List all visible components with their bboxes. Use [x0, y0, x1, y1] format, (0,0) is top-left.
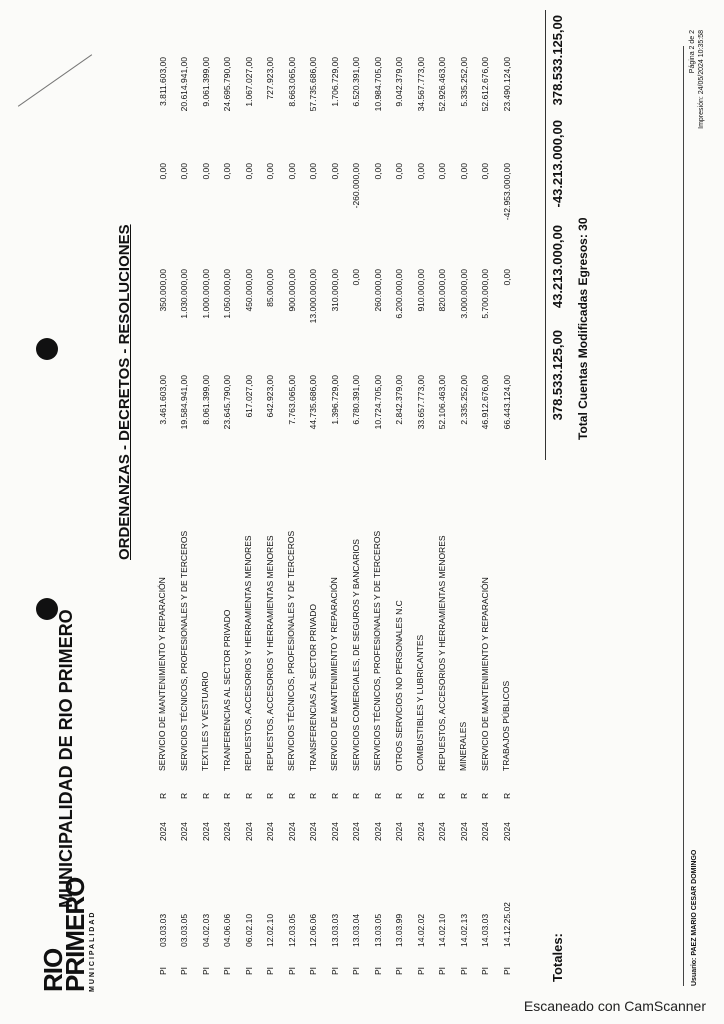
credit-cell: 19.584.941,00 [179, 375, 190, 430]
description-cell: SERVICIOS TÉCNICOS, PROFESIONALES Y DE TERCEROS [286, 530, 297, 771]
year-cell: 2024 [480, 822, 491, 841]
increase-cell: 5.700.000,00 [480, 269, 491, 319]
increase-cell: 260.000,00 [372, 269, 383, 312]
credit-cell: 46.912.676,00 [480, 375, 491, 430]
credit-cell: 2.842.379,00 [394, 375, 405, 425]
account-code-cell: 03.03.03 [157, 913, 168, 947]
credit-cell: 44.735.686,00 [308, 375, 319, 430]
increase-cell: 900.000,00 [286, 269, 297, 312]
description-cell: SERVICIO DE MANTENIMIENTO Y REPARACIÓN [329, 577, 340, 771]
type-cell: PI [243, 966, 254, 975]
decrease-cell: 0,00 [243, 163, 254, 180]
type-cell: PI [351, 966, 362, 975]
year-cell: 2024 [286, 822, 297, 841]
year-cell: 2024 [308, 822, 319, 841]
type-r-cell: R [480, 792, 491, 799]
decrease-cell: 0,00 [286, 163, 297, 180]
type-r-cell: R [200, 792, 211, 799]
type-cell: PI [480, 966, 491, 975]
totals-rule [545, 10, 546, 460]
decrease-cell: 0,00 [480, 163, 491, 180]
scanner-watermark: Escaneado con CamScanner [523, 998, 706, 1014]
footer-page-info [688, 30, 706, 129]
type-r-cell: R [308, 792, 319, 799]
increase-cell: 13.000.000,00 [308, 269, 319, 324]
decrease-cell: 0,00 [179, 163, 190, 180]
type-cell: PI [329, 966, 340, 975]
final-cell: 6.520.391,00 [351, 57, 362, 107]
type-cell: PI [372, 966, 383, 975]
page-number: Página 2 de 2 [689, 30, 696, 74]
type-r-cell: R [394, 792, 405, 799]
year-cell: 2024 [372, 822, 383, 841]
account-code-cell: 13.03.05 [372, 913, 383, 947]
account-code-cell: 13.03.04 [351, 913, 362, 947]
description-cell: OTROS SERVICIOS NO PERSONALES N.C [393, 600, 404, 771]
table-row [195, 54, 217, 978]
decrease-cell: 0,00 [415, 163, 426, 180]
description-cell: SERVICIOS COMERCIALES, DE SEGUROS Y BANCARIOS [350, 539, 361, 771]
description-cell: REPUESTOS, ACCESORIOS Y HERRAMIENTAS MENORES [243, 535, 254, 771]
table-row [217, 54, 239, 978]
final-cell: 3.811.603,00 [157, 57, 168, 106]
account-code-cell: 12.06.06 [308, 913, 319, 947]
table-row [303, 54, 325, 978]
table-row [260, 54, 282, 978]
decrease-cell: 0,00 [157, 163, 168, 180]
decrease-cell: -260.000,00 [351, 163, 362, 209]
table-row [367, 54, 389, 978]
decrease-cell: 0,00 [308, 163, 319, 180]
final-cell: 52.926.463,00 [437, 57, 448, 112]
description-cell: MINERALES [458, 721, 469, 771]
credit-cell: 6.780.391,00 [351, 375, 362, 425]
description-cell: REPUESTOS, ACCESORIOS Y HERRAMIENTAS MENORES [436, 535, 447, 771]
final-cell: 34.567.773,00 [415, 57, 426, 112]
account-code-cell: 14.02.10 [437, 913, 448, 947]
credit-cell: 7.763.065,00 [286, 375, 297, 425]
decrease-cell: 0,00 [222, 163, 233, 180]
type-cell: PI [415, 966, 426, 975]
increase-cell: 0,00 [501, 269, 512, 286]
table-row [496, 54, 518, 978]
modified-accounts-count: Total Cuentas Modificadas Egresos: 30 [576, 217, 590, 440]
account-code-cell: 13.03.03 [329, 913, 340, 947]
increase-cell: 1.000.000,00 [200, 269, 211, 319]
credit-cell: 33.657.773,00 [415, 375, 426, 430]
type-cell: PI [179, 966, 190, 975]
type-cell: PI [200, 966, 211, 975]
year-cell: 2024 [415, 822, 426, 841]
table-row [174, 54, 196, 978]
account-code-cell: 06.02.10 [243, 913, 254, 947]
final-cell: 20.614.941,00 [179, 57, 190, 112]
credit-cell: 23.645.790,00 [222, 375, 233, 430]
accounts-table [152, 54, 518, 978]
year-cell: 2024 [179, 822, 190, 841]
type-r-cell: R [372, 792, 383, 799]
total-value: -43.213.000,00 [550, 120, 565, 208]
decrease-cell: 0,00 [458, 163, 469, 180]
credit-cell: 642.923,00 [265, 375, 276, 418]
final-cell: 5.335.252,00 [458, 57, 469, 107]
decrease-cell: 0,00 [329, 163, 340, 180]
total-value: 43.213.000,00 [550, 225, 565, 309]
account-code-cell: 04.02.03 [200, 913, 211, 947]
decrease-cell: -42.953.000,00 [501, 163, 512, 221]
year-cell: 2024 [351, 822, 362, 841]
final-cell: 10.984.705,00 [372, 57, 383, 112]
credit-cell: 10.724.705,00 [372, 375, 383, 430]
institution-title: MUNICIPALIDAD DE RIO PRIMERO [56, 609, 76, 908]
increase-cell: 3.000.000,00 [458, 269, 469, 319]
type-r-cell: R [329, 792, 340, 799]
type-cell: PI [394, 966, 405, 975]
type-r-cell: R [265, 792, 276, 799]
year-cell: 2024 [458, 822, 469, 841]
description-cell: SERVICIO DE MANTENIMIENTO Y REPARACIÓN [157, 577, 168, 771]
decrease-cell: 0,00 [437, 163, 448, 180]
type-cell: PI [157, 966, 168, 975]
year-cell: 2024 [394, 822, 405, 841]
total-value: 378.533.125,00 [550, 330, 565, 421]
credit-cell: 66.443.124,00 [501, 375, 512, 430]
account-code-cell: 13.03.99 [394, 913, 405, 947]
increase-cell: 0,00 [351, 269, 362, 286]
description-cell: REPUESTOS, ACCESORIOS Y HERRAMIENTAS MENORES [264, 535, 275, 771]
type-cell: PI [286, 966, 297, 975]
description-cell: TRANFERENCIAS AL SECTOR PRIVADO [221, 609, 232, 771]
description-cell: TEXTILES Y VESTUARIO [200, 671, 211, 771]
increase-cell: 1.050.000,00 [222, 269, 233, 319]
type-r-cell: R [179, 792, 190, 799]
decrease-cell: 0,00 [200, 163, 211, 180]
final-cell: 8.663.065,00 [286, 57, 297, 107]
type-cell: PI [265, 966, 276, 975]
final-cell: 1.706.729,00 [329, 57, 340, 107]
year-cell: 2024 [265, 822, 276, 841]
table-row [152, 54, 174, 978]
type-r-cell: R [501, 792, 512, 799]
type-cell: PI [458, 966, 469, 975]
type-r-cell: R [286, 792, 297, 799]
punch-hole [36, 338, 58, 360]
type-cell: PI [222, 966, 233, 975]
totals-label: Totales: [550, 933, 565, 982]
type-r-cell: R [437, 792, 448, 799]
increase-cell: 1.030.000,00 [179, 269, 190, 319]
total-value: 378.533.125,00 [550, 15, 565, 106]
credit-cell: 2.335.252,00 [458, 375, 469, 425]
table-row [238, 54, 260, 978]
type-cell: PI [308, 966, 319, 975]
decrease-cell: 0,00 [265, 163, 276, 180]
final-cell: 23.490.124,00 [501, 57, 512, 112]
type-cell: PI [501, 966, 512, 975]
table-row [324, 54, 346, 978]
credit-cell: 617.027,00 [243, 375, 254, 418]
description-cell: SERVICIO DE MANTENIMIENTO Y REPARACIÓN [479, 577, 490, 771]
year-cell: 2024 [222, 822, 233, 841]
section-title: ORDENANZAS - DECRETOS - RESOLUCIONES [116, 224, 133, 560]
table-row [281, 54, 303, 978]
final-cell: 9.042.379,00 [394, 57, 405, 107]
increase-cell: 85.000,00 [265, 269, 276, 307]
year-cell: 2024 [437, 822, 448, 841]
final-cell: 24.695.790,00 [222, 57, 233, 112]
description-cell: TRABAJOS PÚBLICOS [501, 680, 512, 771]
table-row [389, 54, 411, 978]
account-code-cell: 12.03.05 [286, 913, 297, 947]
year-cell: 2024 [329, 822, 340, 841]
rotated-document [28, 0, 708, 1000]
increase-cell: 310.000,00 [329, 269, 340, 312]
type-r-cell: R [222, 792, 233, 799]
account-code-cell: 14.03.03 [480, 913, 491, 947]
account-code-cell: 14.02.02 [415, 913, 426, 947]
credit-cell: 1.396.729,00 [329, 375, 340, 425]
footer-user: Usuario: PAEZ MARIO CESAR DOMINGO [691, 849, 698, 986]
type-r-cell: R [157, 792, 168, 799]
table-row [453, 54, 475, 978]
final-cell: 9.061.399,00 [200, 57, 211, 107]
account-code-cell: 03.03.05 [179, 913, 190, 947]
description-cell: SERVICIOS TÉCNICOS, PROFESIONALES Y DE TERCEROS [372, 530, 383, 771]
year-cell: 2024 [200, 822, 211, 841]
type-r-cell: R [351, 792, 362, 799]
account-code-cell: 12.02.10 [265, 913, 276, 947]
year-cell: 2024 [243, 822, 254, 841]
final-cell: 1.067.027,00 [243, 57, 254, 107]
increase-cell: 450.000,00 [243, 269, 254, 312]
municipality-logo: RIO PRIMERO MUNICIPALIDAD [38, 877, 97, 992]
final-cell: 52.612.676,00 [480, 57, 491, 112]
final-cell: 727.923,00 [265, 57, 276, 100]
type-r-cell: R [458, 792, 469, 799]
account-code-cell: 14.12.25.02 [501, 902, 512, 947]
increase-cell: 910.000,00 [415, 269, 426, 312]
final-cell: 57.735.686,00 [308, 57, 319, 112]
table-row [432, 54, 454, 978]
year-cell: 2024 [157, 822, 168, 841]
increase-cell: 6.200.000,00 [394, 269, 405, 319]
table-row [475, 54, 497, 978]
credit-cell: 52.106.463,00 [437, 375, 448, 430]
print-timestamp: Impresión: 24/05/2024 10:35:58 [698, 30, 705, 129]
type-r-cell: R [415, 792, 426, 799]
account-code-cell: 04.06.06 [222, 913, 233, 947]
table-row [410, 54, 432, 978]
description-cell: COMBUSTIBLES Y LUBRICANTES [415, 634, 426, 771]
type-r-cell: R [243, 792, 254, 799]
punch-hole [36, 598, 58, 620]
credit-cell: 3.461.603,00 [157, 375, 168, 425]
decrease-cell: 0,00 [394, 163, 405, 180]
account-code-cell: 14.02.13 [458, 913, 469, 947]
year-cell: 2024 [501, 822, 512, 841]
table-row [346, 54, 368, 978]
type-cell: PI [437, 966, 448, 975]
description-cell: SERVICIOS TÉCNICOS, PROFESIONALES Y DE TERCEROS [178, 530, 189, 771]
increase-cell: 350.000,00 [157, 269, 168, 312]
footer-rule [683, 46, 684, 986]
credit-cell: 8.061.399,00 [200, 375, 211, 425]
increase-cell: 820.000,00 [437, 269, 448, 312]
description-cell: TRANSFERENCIAS AL SECTOR PRIVADO [307, 603, 318, 771]
decrease-cell: 0,00 [372, 163, 383, 180]
